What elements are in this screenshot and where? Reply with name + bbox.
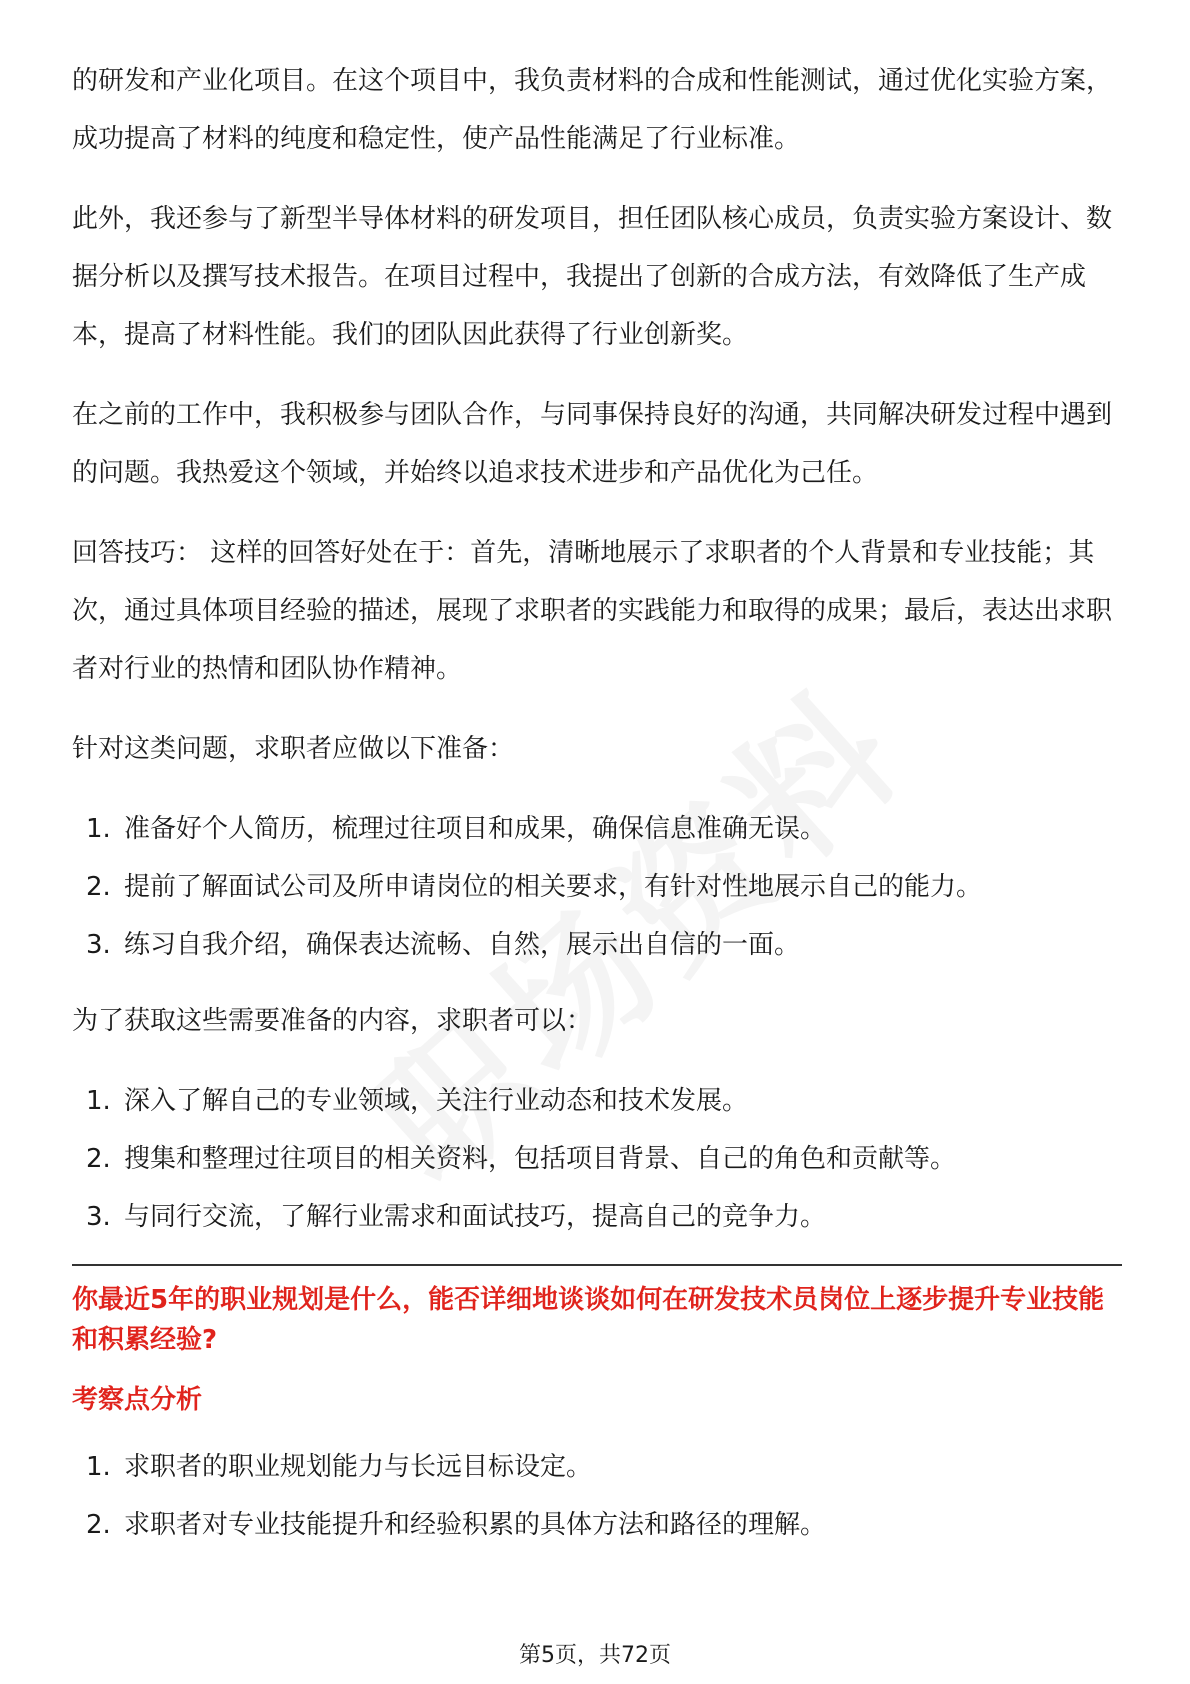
list-item <box>72 1130 1122 1188</box>
list-item-text: 搜集和整理过往项目的相关资料，包括项目背景、自己的角色和贡献等。 <box>124 1144 957 1174</box>
list-item <box>72 858 1122 916</box>
list-item <box>72 1438 1122 1496</box>
page-number: 第5页，共72页 <box>519 1643 671 1668</box>
list-item <box>72 1496 1122 1554</box>
list-item-text: 求职者的职业规划能力与长远目标设定。 <box>124 1452 593 1482</box>
analysis-list <box>72 1438 1122 1554</box>
list-number: 2. <box>86 872 111 902</box>
list-number: 2. <box>86 1510 111 1540</box>
paragraph: 在之前的工作中，我积极参与团队合作，与同事保持良好的沟通，共同解决研发过程中遇到的问题。我热爱这个领域，并始终以追求技术进步和产品优化为己任。 <box>72 400 1113 488</box>
section-divider <box>72 1264 1122 1266</box>
answer-tips-paragraph: 回答技巧： 这样的回答好处在于：首先，清晰地展示了求职者的个人背景和专业技能；其次，通过具体项目经验的描述，展现了求职者的实践能力和取得的成果；最后，表达出求职者对行业的热情和团队协作精神。 <box>72 538 1113 684</box>
list-number: 2. <box>86 1144 111 1174</box>
list-item-text: 准备好个人简历，梳理过往项目和成果，确保信息准确无误。 <box>124 814 827 844</box>
list-item <box>72 916 1122 974</box>
list-item-text: 提前了解面试公司及所申请岗位的相关要求，有针对性地展示自己的能力。 <box>124 872 983 902</box>
list-item-text: 练习自我介绍，确保表达流畅、自然，展示出自信的一面。 <box>124 930 801 960</box>
list-item <box>72 1072 1122 1130</box>
list-number: 1. <box>86 814 111 844</box>
list-item-text: 与同行交流，了解行业需求和面试技巧，提高自己的竞争力。 <box>124 1202 827 1232</box>
list-item <box>72 800 1122 858</box>
list-item <box>72 1188 1122 1246</box>
list-item-text: 求职者对专业技能提升和经验积累的具体方法和路径的理解。 <box>124 1510 827 1540</box>
list-number: 1. <box>86 1452 111 1482</box>
preparation-list <box>72 800 1122 974</box>
paragraph: 此外，我还参与了新型半导体材料的研发项目，担任团队核心成员，负责实验方案设计、数据分析以及撰写技术报告。在项目过程中，我提出了创新的合成方法，有效降低了生产成本，提高了材料性能。我们的团队因此获得了行业创新奖。 <box>72 204 1113 350</box>
gather-list <box>72 1072 1122 1246</box>
gather-intro: 为了获取这些需要准备的内容，求职者可以： <box>72 1006 593 1036</box>
analysis-heading: 考察点分析 <box>72 1385 203 1415</box>
page-content <box>72 52 1122 1572</box>
question-heading: 你最近5年的职业规划是什么，能否详细地谈谈如何在研发技术员岗位上逐步提升专业技能和积累经验? <box>72 1285 1105 1355</box>
list-number: 1. <box>86 1086 111 1116</box>
paragraph: 的研发和产业化项目。在这个项目中，我负责材料的合成和性能测试，通过优化实验方案，成功提高了材料的纯度和稳定性，使产品性能满足了行业标准。 <box>72 66 1113 154</box>
list-item-text: 深入了解自己的专业领域，关注行业动态和技术发展。 <box>124 1086 749 1116</box>
list-number: 3. <box>86 1202 111 1232</box>
list-number: 3. <box>86 930 111 960</box>
preparation-intro: 针对这类问题，求职者应做以下准备： <box>72 734 515 764</box>
